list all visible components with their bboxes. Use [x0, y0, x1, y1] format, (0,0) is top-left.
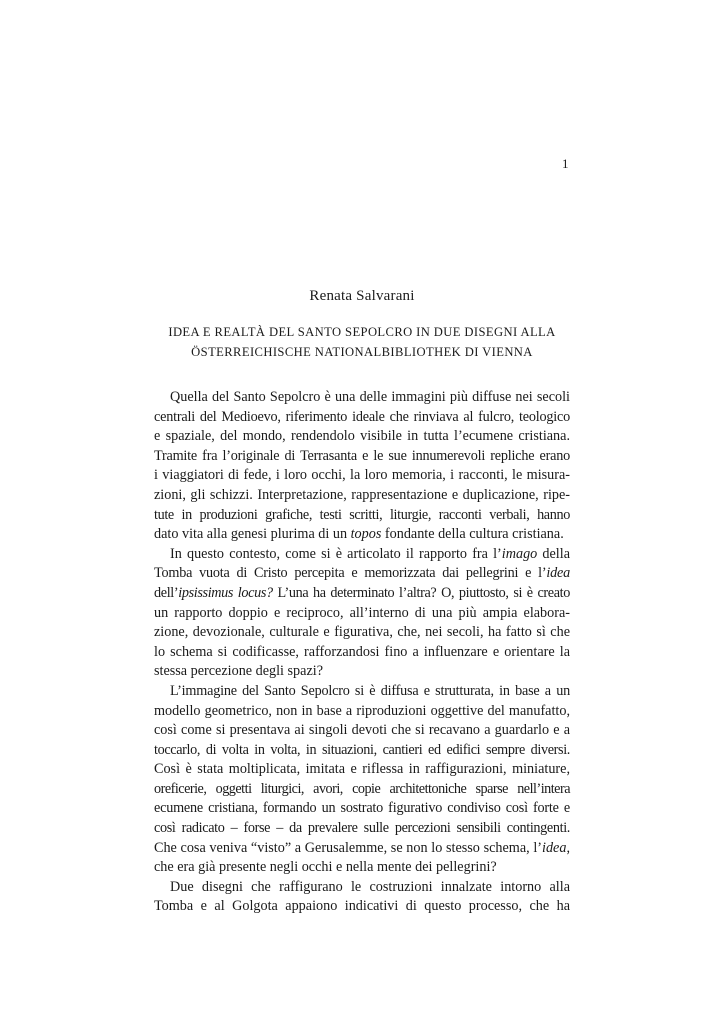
italic-term: idea	[542, 839, 567, 856]
text-line: stessa percezione degli spazi?	[154, 663, 323, 680]
text-line: Così è stata moltiplicata, imitata e riflessa in raffigurazioni, miniature,	[154, 761, 570, 778]
italic-term: topos	[350, 526, 382, 543]
text-line: Tomba e al Golgota appaiono indicativi di questo processo, che ha	[154, 898, 570, 915]
author-name: Renata Salvarani	[309, 288, 415, 304]
body-text	[154, 388, 570, 917]
text-line: dell’ipsissimus locus? L’una ha determinato l’altra? O, piuttosto, si è creato	[154, 584, 570, 601]
text-line: così radicato – forse – da prevalere sulle percezioni sensibili contingenti.	[154, 820, 570, 837]
page-number: 1	[562, 156, 569, 171]
text-line: tute in produzioni grafiche, testi scritti, liturgie, racconti verbali, hanno	[154, 506, 570, 523]
text-line: toccarlo, di volta in volta, in situazioni, cantieri ed edifici sempre diversi.	[154, 741, 570, 758]
paragraph	[154, 878, 570, 917]
text-line: In questo contesto, come si è articolato il rapporto fra l’imago della	[170, 545, 570, 562]
text-line: ecumene cristiana, formando un sostrato figurativo condiviso così forte e	[154, 800, 570, 817]
text-line: Tramite fra l’originale di Terrasanta e le sue innumerevoli repliche erano	[154, 447, 570, 464]
text-line: che era già presente negli occhi e nella mente dei pellegrini?	[154, 859, 497, 876]
paragraph	[154, 682, 570, 878]
text-line: L’immagine del Santo Sepolcro si è diffusa e strutturata, in base a un	[170, 682, 570, 699]
text-line: Due disegni che raffigurano le costruzioni innalzate intorno alla	[170, 878, 570, 895]
text-line: e spaziale, del mondo, rendendolo visibile in tutta l’ecumene cristiana.	[154, 428, 570, 445]
title-line-2: ÖSTERREICHISCHE NATIONALBIBLIOTHEK DI VIENNA	[191, 345, 533, 359]
text-line: Tomba vuota di Cristo percepita e memorizzata dai pellegrini e l’idea	[154, 565, 570, 582]
text-line: dato vita alla genesi plurima di un topos fondante della cultura cristiana.	[154, 526, 564, 543]
text-line: oreficerie, oggetti liturgici, avori, copie architettoniche sparse nell’intera	[154, 780, 570, 797]
text-line: zione, devozionale, culturale e figurativa, che, nei secoli, ha fatto sì che	[154, 624, 570, 641]
italic-term: ipsissimus locus?	[178, 584, 273, 601]
italic-term: imago	[501, 545, 538, 562]
article-title	[154, 322, 570, 362]
text-line: lo schema si codificasse, rafforzandosi fino a influenzare e orientare la	[154, 643, 570, 660]
title-line-1: IDEA E REALTÀ DEL SANTO SEPOLCRO IN DUE DISEGNI ALLA	[168, 325, 556, 339]
text-line: centrali del Medioevo, riferimento ideale che rinviava al fulcro, teologico	[154, 408, 570, 425]
italic-term: idea	[546, 565, 570, 582]
text-line: Che cosa veniva “visto” a Gerusalemme, se non lo stesso schema, l’idea,	[154, 839, 570, 856]
text-line: i viaggiatori di fede, i loro occhi, la loro memoria, i racconti, le misura-	[154, 467, 570, 484]
text-line: così come si presentava ai singoli devoti che si recavano a guardarlo e a	[154, 722, 570, 739]
text-line: Quella del Santo Sepolcro è una delle immagini più diffuse nei secoli	[170, 389, 570, 405]
text-line: un rapporto doppio e reciproco, all’interno di una più ampia elabora-	[154, 604, 570, 621]
paragraph	[154, 545, 570, 682]
text-line: modello geometrico, non in base a riproduzioni oggettive del manufatto,	[154, 702, 570, 719]
paragraph	[154, 388, 570, 545]
text-line: zioni, gli schizzi. Interpretazione, rappresentazione e duplicazione, ripe-	[154, 486, 570, 503]
